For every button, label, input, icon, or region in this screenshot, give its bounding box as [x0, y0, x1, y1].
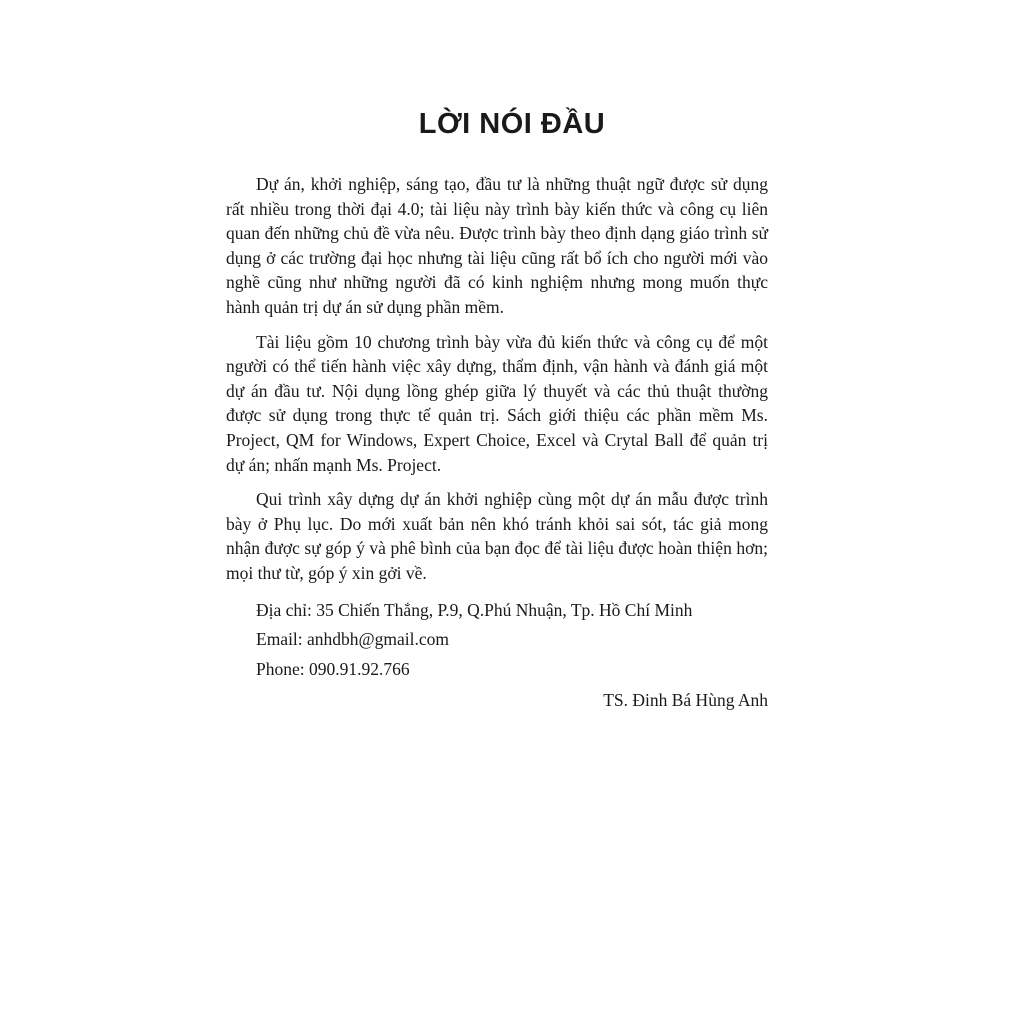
paragraph: Dự án, khởi nghiệp, sáng tạo, đầu tư là những thuật ngữ được sử dụng rất nhiều trong thời đại 4.0; tài liệu này trình bày kiến thức và công cụ liên quan đến những chủ đề vừa nêu. Được trình bày theo định dạng giáo trình sử dụng ở các trường đại học nhưng tài liệu cũng rất bổ ích cho người mới vào nghề cũng như những người đã có kinh nghiệm nhưng mong muốn thực hành quản trị dự án sử dụng phần mềm.	[226, 174, 768, 317]
contact-phone: Phone: 090.91.92.766	[256, 658, 410, 679]
contact-address: Địa chỉ: 35 Chiến Thắng, P.9, Q.Phú Nhuận, Tp. Hồ Chí Minh	[256, 599, 693, 620]
paragraph: Tài liệu gồm 10 chương trình bày vừa đủ kiến thức và công cụ để một người có thể tiến hành việc xây dựng, thẩm định, vận hành và đánh giá một dự án đầu tư. Nội dụng lồng ghép giữa lý thuyết và các thủ thuật thường được sử dụng trong thực tế quản trị. Sách giới thiệu các phần mềm Ms. Project, QM for Windows, Expert Choice, Excel và Crytal Ball để quản trị dự án; nhấn mạnh Ms. Project.	[226, 331, 768, 475]
author-signature: TS. Đinh Bá Hùng Anh	[603, 690, 768, 710]
paragraph: Qui trình xây dựng dự án khởi nghiệp cùng một dự án mẫu được trình bày ở Phụ lục. Do mới xuất bản nên khó tránh khỏi sai sót, tác giả mong nhận được sự góp ý và phê bình của bạn đọc để tài liệu được hoàn thiện hơn; mọi thư từ, góp ý xin gởi về.	[226, 489, 768, 583]
contact-email: Email: anhdbh@gmail.com	[256, 629, 450, 649]
page-title: LỜI NÓI ĐẦU	[418, 108, 606, 140]
preface-body	[226, 172, 768, 684]
